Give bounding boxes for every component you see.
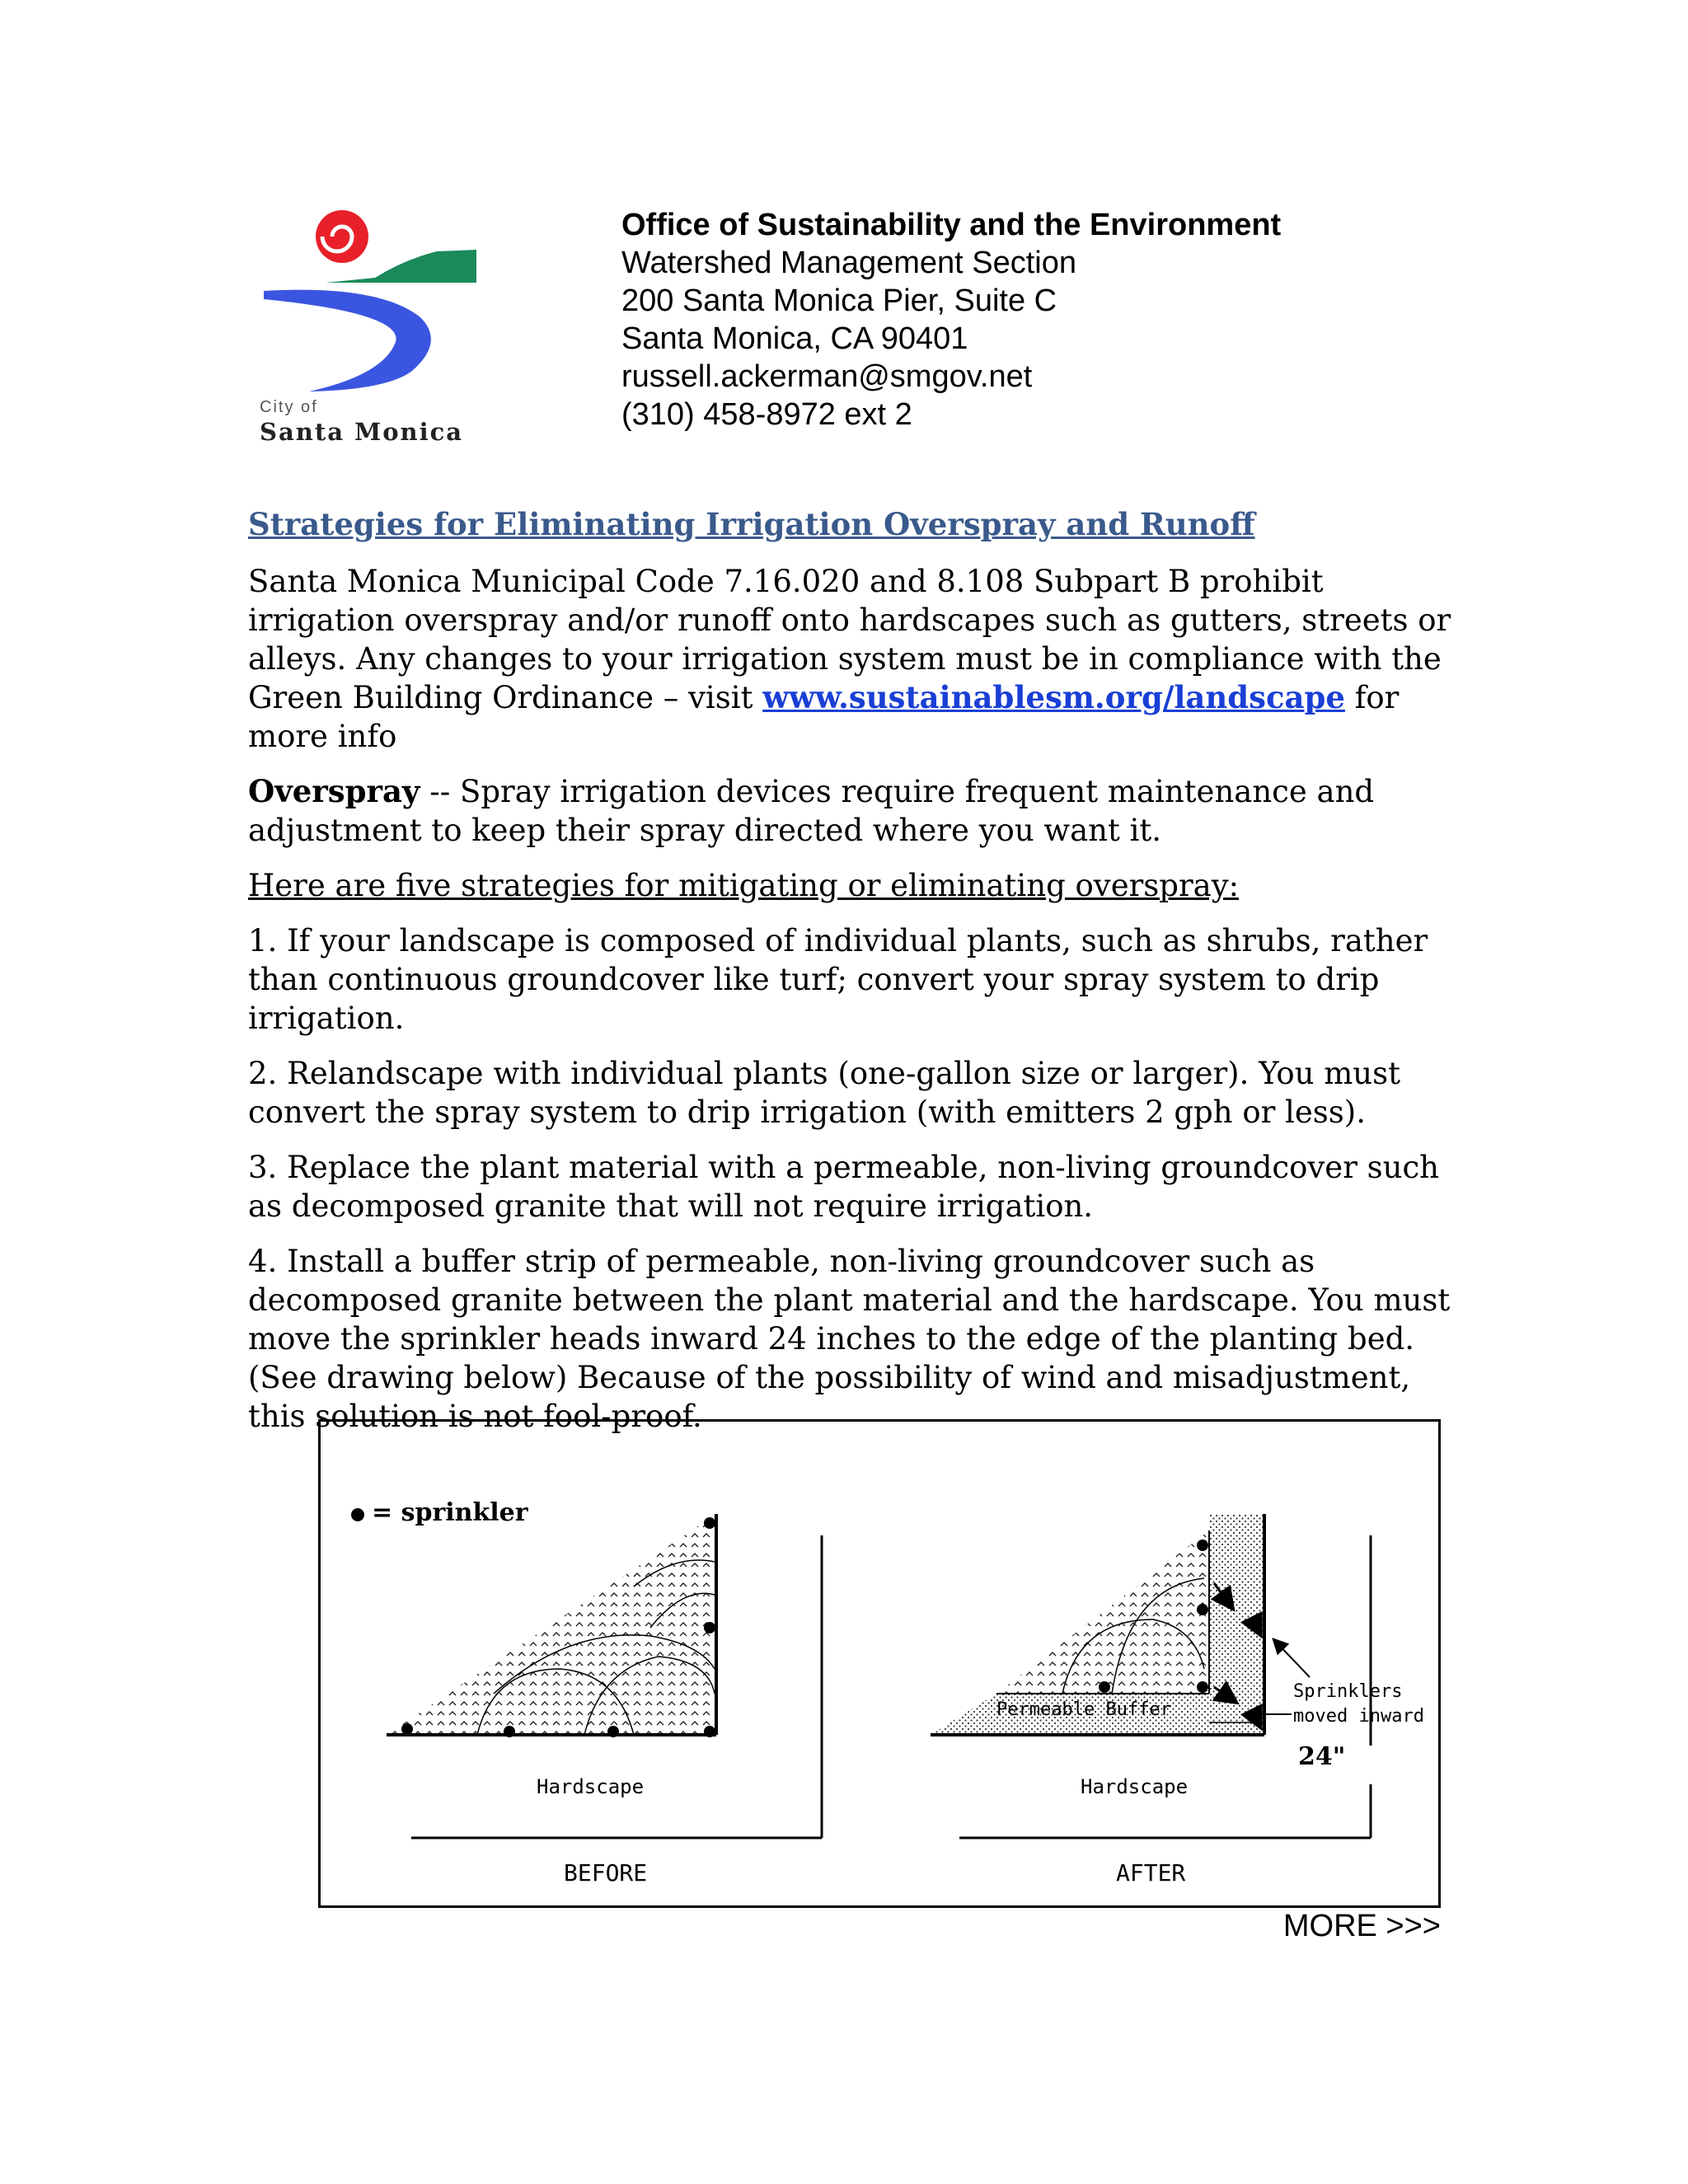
more-link[interactable]: MORE >>>: [1282, 1909, 1441, 1943]
strategies-heading: Here are five strategies for mitigating or eliminating overspray:: [248, 868, 1240, 903]
sprinklers-note-line-2: moved inward: [1293, 1706, 1424, 1727]
legend-label: = sprinkler: [372, 1498, 528, 1527]
landscape-link[interactable]: www.sustainablesm.org/landscape: [762, 679, 1345, 715]
sprinkler-icon: [1099, 1681, 1110, 1693]
logo-city-of: City of: [260, 398, 318, 416]
intro-end: for more info: [248, 680, 1400, 754]
before-after-diagram: [318, 1419, 1441, 1908]
after-hardscape-label: Hardscape: [1081, 1775, 1189, 1798]
distance-label: 24": [1298, 1742, 1346, 1771]
before-hardscape-label: Hardscape: [537, 1775, 645, 1798]
overspray-paragraph: [248, 772, 1451, 850]
intro-text: Santa Monica Municipal Code 7.16.020 and 8.108 Subpart B prohibit irrigation overspray and/or runoff onto hardscapes such as gutters, streets or alleys. Any changes to your irrigation system must be in compliance with the Green Building Ordinance – visit: [248, 564, 1451, 715]
sprinkler-icon: [1197, 1540, 1208, 1551]
sprinkler-icon: [1197, 1604, 1208, 1615]
before-caption: BEFORE: [564, 1859, 648, 1886]
office-name: Office of Sustainability and the Environment: [621, 208, 1282, 242]
office-address-block: [621, 206, 1446, 434]
address-line-2: Santa Monica, CA 90401: [621, 321, 968, 356]
contact-email[interactable]: russell.ackerman@smgov.net: [621, 359, 1033, 394]
section-name: Watershed Management Section: [621, 246, 1077, 280]
page-title: Strategies for Eliminating Irrigation Overspray and Runoff: [248, 506, 1255, 542]
sprinkler-icon: [1197, 1681, 1208, 1693]
city-logo: [247, 202, 495, 449]
overspray-text: -- Spray irrigation devices require frequent maintenance and adjustment to keep their spray directed where you want it.: [248, 774, 1375, 848]
document-body: [248, 504, 1451, 1452]
sprinklers-note-line-1: Sprinklers: [1293, 1681, 1403, 1702]
sprinkler-icon: [704, 1622, 715, 1633]
after-caption: AFTER: [1116, 1859, 1186, 1886]
sprinkler-icon: [704, 1517, 715, 1529]
permeable-buffer-label: Permeable Buffer: [996, 1699, 1171, 1720]
santa-monica-logo-icon: [247, 202, 495, 400]
logo-santa-monica: Santa Monica: [260, 418, 464, 446]
sprinkler-icon: [704, 1726, 715, 1737]
intro-paragraph: [248, 562, 1451, 756]
strategy-item: 3. Replace the plant material with a permeable, non-living groundcover such as decomposed granite that will not require irrigation.: [248, 1150, 1440, 1224]
diagram-drawing: [321, 1422, 1438, 1905]
strategy-item: 1. If your landscape is composed of individual plants, such as shrubs, rather than continuous groundcover like turf; convert your spray system to drip irrigation.: [248, 923, 1428, 1036]
address-line-1: 200 Santa Monica Pier, Suite C: [621, 284, 1057, 318]
sprinkler-legend-icon: [351, 1508, 364, 1521]
sprinkler-icon: [607, 1726, 619, 1737]
contact-phone: (310) 458-8972 ext 2: [621, 397, 912, 432]
river-icon: [264, 290, 431, 391]
strategy-item: 2. Relandscape with individual plants (one-gallon size or larger). You must convert the spray system to drip irrigation (with emitters 2 gph or less).: [248, 1056, 1400, 1130]
overspray-label: Overspray: [248, 773, 420, 809]
strategy-item: 4. Install a buffer strip of permeable, non-living groundcover such as decomposed granite between the plant material and the hardscape. You must move the sprinkler heads inward 24 inches to the edge of the planting bed. (See drawing below) Because of the possibility of wind and misadjustment, this solution is not fool-proof.: [248, 1244, 1451, 1434]
sprinkler-icon: [504, 1726, 515, 1737]
sprinkler-icon: [401, 1723, 413, 1735]
